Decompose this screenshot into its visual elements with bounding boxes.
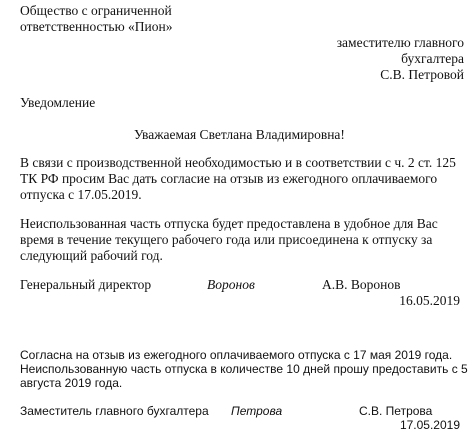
accountant-date: 17.05.2019 [399,418,460,432]
paragraph2-line2: время в течение текущего рабочего года или присоединена к отпуску за [20,232,433,247]
accountant-name: С.В. Петрова [359,404,433,418]
paragraph1-line2: ТК РФ просим Вас дать согласие на отзыв из ежегодного оплачиваемого [20,171,438,186]
recipient-line3: С.В. Петровой [380,67,464,82]
paragraph1-line1: В связи с производственной необходимостью и в соответствии с ч. 2 ст. 125 [20,155,456,170]
paragraph2-line1: Неиспользованная часть отпуска будет предоставлена в удобное для Вас [20,216,438,231]
consent-line3: августа 2019 года. [20,376,123,390]
director-signature: Воронов [207,277,255,292]
document-type: Уведомление [20,95,96,110]
director-position: Генеральный директор [20,277,152,292]
accountant-signature: Петрова [231,404,283,418]
director-date: 16.05.2019 [399,293,460,308]
recipient-line1: заместителю главного [336,35,464,50]
consent-line1: Согласна на отзыв из ежегодного оплачиваемого отпуска с 17 мая 2019 года. [20,348,453,362]
salutation: Уважаемая Светлана Владимировна! [134,127,345,142]
director-name: А.В. Воронов [322,277,401,292]
paragraph1-line3: отпуска с 17.05.2019. [20,187,142,202]
company-name-line1: Общество с ограниченной [20,3,172,18]
consent-line2: Неиспользованную часть отпуска в количестве 10 дней прошу предоставить с 5 [20,362,468,376]
paragraph2-line3: следующий рабочий год. [20,248,163,263]
accountant-position: Заместитель главного бухгалтера [20,404,209,418]
recipient-line2: бухгалтера [401,51,464,66]
company-name-line2: ответственностью «Пион» [20,19,173,34]
